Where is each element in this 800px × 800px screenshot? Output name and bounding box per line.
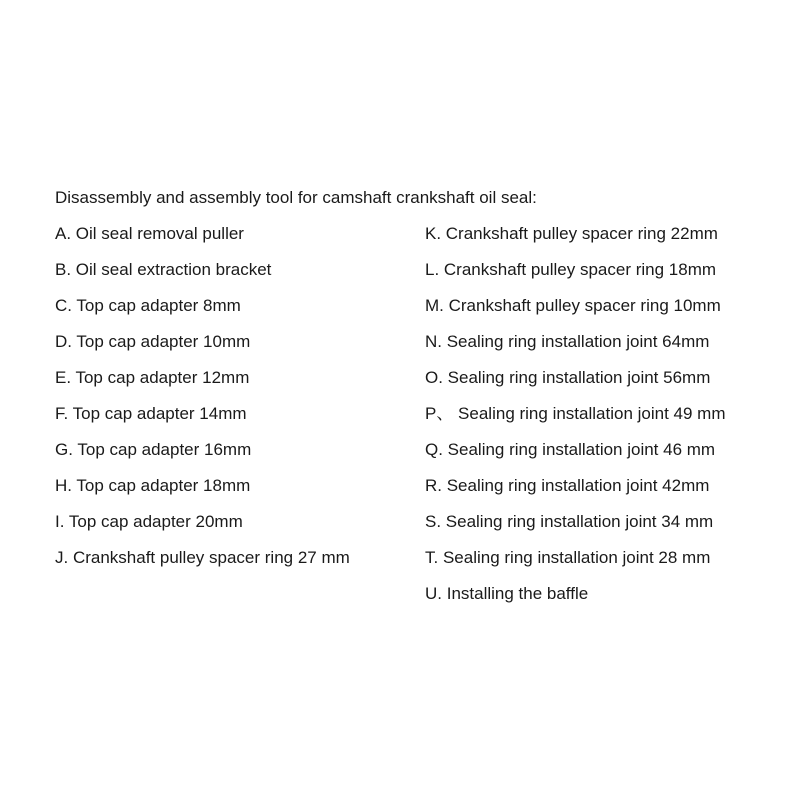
parts-columns xyxy=(55,222,775,662)
part-item-u: U. Installing the baffle xyxy=(425,584,589,603)
left-parts-list xyxy=(55,222,350,582)
part-item-g: G. Top cap adapter 16mm xyxy=(55,440,252,459)
parts-list-document xyxy=(55,186,775,662)
right-parts-list xyxy=(425,222,725,618)
document-title: Disassembly and assembly tool for camshaft crankshaft oil seal: xyxy=(55,188,537,207)
part-item-l: L. Crankshaft pulley spacer ring 18mm xyxy=(425,260,717,279)
part-item-o: O. Sealing ring installation joint 56mm xyxy=(425,368,711,387)
part-item-b: B. Oil seal extraction bracket xyxy=(55,260,272,279)
part-item-j: J. Crankshaft pulley spacer ring 27 mm xyxy=(55,548,350,567)
part-item-h: H. Top cap adapter 18mm xyxy=(55,476,251,495)
part-item-n: N. Sealing ring installation joint 64mm xyxy=(425,332,710,351)
part-item-p: P、 Sealing ring installation joint 49 mm xyxy=(425,404,726,423)
part-item-e: E. Top cap adapter 12mm xyxy=(55,368,250,387)
part-item-s: S. Sealing ring installation joint 34 mm xyxy=(425,512,714,531)
part-item-i: I. Top cap adapter 20mm xyxy=(55,512,243,531)
part-item-a: A. Oil seal removal puller xyxy=(55,224,244,243)
part-item-f: F. Top cap adapter 14mm xyxy=(55,404,247,423)
part-item-m: M. Crankshaft pulley spacer ring 10mm xyxy=(425,296,721,315)
part-item-c: C. Top cap adapter 8mm xyxy=(55,296,241,315)
part-item-d: D. Top cap adapter 10mm xyxy=(55,332,251,351)
part-item-k: K. Crankshaft pulley spacer ring 22mm xyxy=(425,224,718,243)
part-item-q: Q. Sealing ring installation joint 46 mm xyxy=(425,440,716,459)
part-item-r: R. Sealing ring installation joint 42mm xyxy=(425,476,710,495)
part-item-t: T. Sealing ring installation joint 28 mm xyxy=(425,548,711,567)
